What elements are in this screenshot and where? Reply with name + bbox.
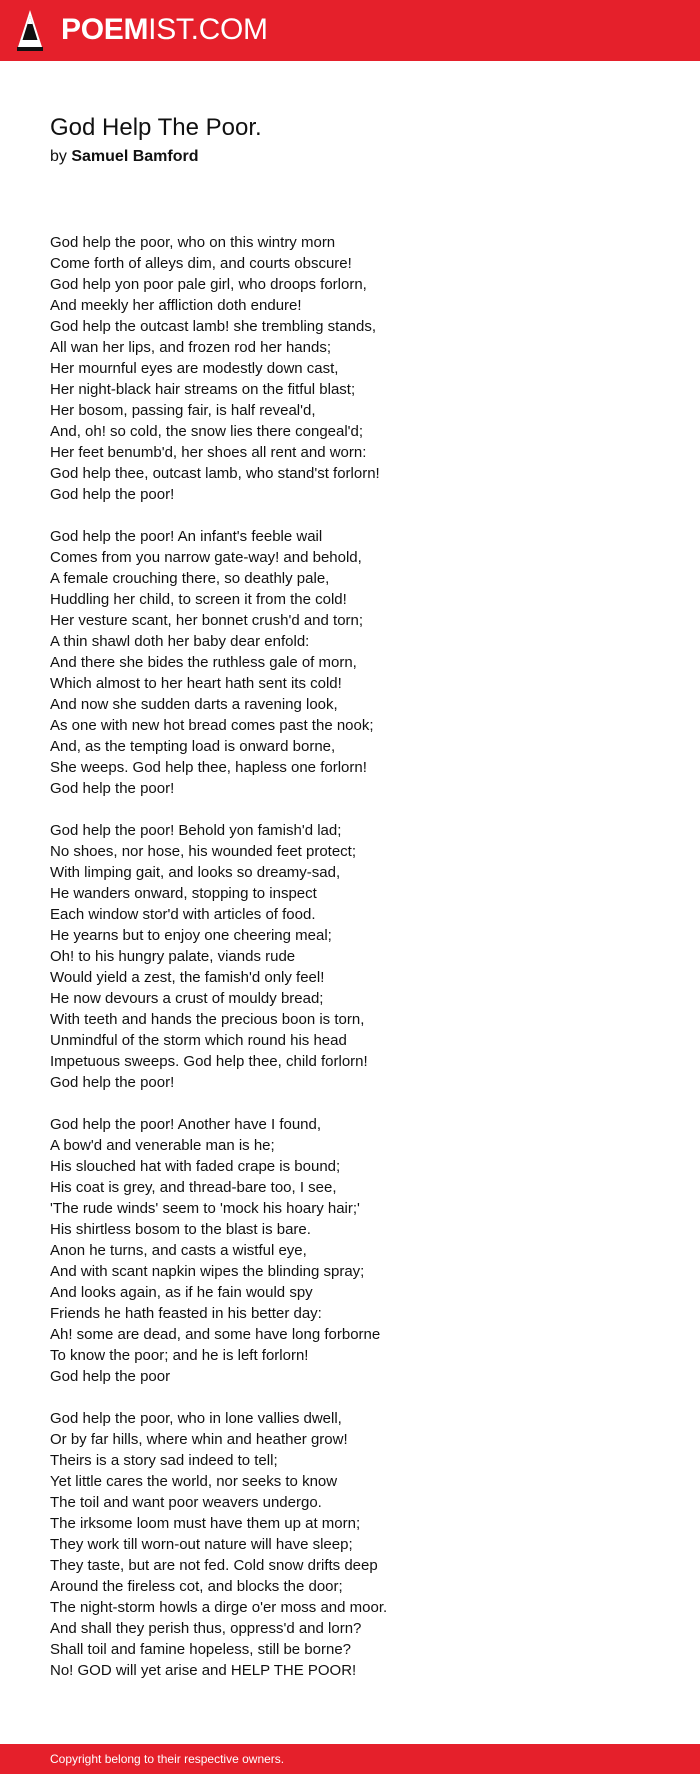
poem-line: God help the poor! Behold yon famish'd lad; <box>50 822 342 839</box>
poem-line: Or by far hills, where whin and heather grow! <box>50 1431 348 1448</box>
poem-line: All wan her lips, and frozen rod her hands; <box>50 339 331 356</box>
poem-stanza <box>50 232 650 505</box>
poem-line: With teeth and hands the precious boon is torn, <box>50 1011 365 1028</box>
poem-line: Impetuous sweeps. God help thee, child forlorn! <box>50 1053 368 1070</box>
poem-byline <box>50 146 650 168</box>
poem-line: God help the poor! <box>50 1074 175 1091</box>
poem-line: Anon he turns, and casts a wistful eye, <box>50 1242 307 1259</box>
poem-line: The toil and want poor weavers undergo. <box>50 1494 322 1511</box>
poem-line: And with scant napkin wipes the blinding spray; <box>50 1263 365 1280</box>
poem-line: With limping gait, and looks so dreamy-sad, <box>50 864 341 881</box>
poem-line: She weeps. God help thee, hapless one forlorn! <box>50 759 367 776</box>
poem-stanza <box>50 1114 650 1387</box>
poem-line: His coat is grey, and thread-bare too, I see, <box>50 1179 337 1196</box>
poem-line: Comes from you narrow gate-way! and behold, <box>50 549 362 566</box>
poem-line: God help the poor! <box>50 780 175 797</box>
poem-line: And there she bides the ruthless gale of morn, <box>50 654 357 671</box>
poem-line: And looks again, as if he fain would spy <box>50 1284 313 1301</box>
poem-line: God help the poor, who in lone vallies dwell, <box>50 1410 342 1427</box>
poem-line: A female crouching there, so deathly pale, <box>50 570 330 587</box>
logo-wordmark-light: IST.COM <box>148 13 268 46</box>
logo-wordmark <box>61 9 268 51</box>
poem-line: God help the poor! <box>50 486 175 503</box>
poem-line: His slouched hat with faded crape is bound; <box>50 1158 341 1175</box>
poem-line: Her mournful eyes are modestly down cast, <box>50 360 339 377</box>
poem-line: God help the poor! Another have I found, <box>50 1116 322 1133</box>
poem-line: His shirtless bosom to the blast is bare. <box>50 1221 311 1238</box>
poem-line: Shall toil and famine hopeless, still be borne? <box>50 1641 352 1658</box>
poem-line: Her vesture scant, her bonnet crush'd and torn; <box>50 612 364 629</box>
poem-line: God help the poor! An infant's feeble wail <box>50 528 323 545</box>
poem-line: He wanders onward, stopping to inspect <box>50 885 317 902</box>
poem-line: Each window stor'd with articles of food. <box>50 906 316 923</box>
poem-body <box>50 232 650 1681</box>
poem-line: Friends he hath feasted in his better day: <box>50 1305 322 1322</box>
poem-stanza <box>50 1408 650 1681</box>
site-logo[interactable] <box>17 9 268 51</box>
logo-wordmark-bold: POEM <box>61 13 149 46</box>
poem-line: Her night-black hair streams on the fitful blast; <box>50 381 356 398</box>
poem-stanza <box>50 526 650 799</box>
poem-line: And now she sudden darts a ravening look, <box>50 696 338 713</box>
poem-line: Ah! some are dead, and some have long forborne <box>50 1326 381 1343</box>
poem-line: 'The rude winds' seem to 'mock his hoary hair;' <box>50 1200 360 1217</box>
poem-line: Unmindful of the storm which round his head <box>50 1032 347 1049</box>
poem-line: They work till worn-out nature will have sleep; <box>50 1536 353 1553</box>
poem-line: God help the poor <box>50 1368 171 1385</box>
poem-line: The night-storm howls a dirge o'er moss and moor. <box>50 1599 388 1616</box>
by-label: by <box>50 148 67 165</box>
poem-line: And, oh! so cold, the snow lies there congeal'd; <box>50 423 364 440</box>
poem-line: Oh! to his hungry palate, viands rude <box>50 948 296 965</box>
poem-title: God Help The Poor. <box>50 114 262 141</box>
poem-line: The irksome loom must have them up at morn; <box>50 1515 361 1532</box>
copyright-text: Copyright belong to their respective owners. <box>50 1752 285 1766</box>
poem-line: As one with new hot bread comes past the nook; <box>50 717 374 734</box>
poem-content <box>50 112 650 1702</box>
poem-stanza <box>50 820 650 1093</box>
poem-line: Her bosom, passing fair, is half reveal'd, <box>50 402 316 419</box>
poem-line: God help yon poor pale girl, who droops forlorn, <box>50 276 367 293</box>
poem-line: Would yield a zest, the famish'd only feel! <box>50 969 325 986</box>
poem-line: A thin shawl doth her baby dear enfold: <box>50 633 310 650</box>
site-header <box>0 0 700 61</box>
poem-line: And, as the tempting load is onward borne, <box>50 738 336 755</box>
poem-line: No! GOD will yet arise and HELP THE POOR! <box>50 1662 357 1679</box>
poem-line: Come forth of alleys dim, and courts obscure! <box>50 255 352 272</box>
poem-line: He now devours a crust of mouldy bread; <box>50 990 324 1007</box>
poem-line: God help thee, outcast lamb, who stand'st forlorn! <box>50 465 380 482</box>
poem-line: God help the poor, who on this wintry morn <box>50 234 336 251</box>
poem-line: To know the poor; and he is left forlorn! <box>50 1347 309 1364</box>
poem-line: Her feet benumb'd, her shoes all rent and worn: <box>50 444 367 461</box>
poem-line: Huddling her child, to screen it from the cold! <box>50 591 347 608</box>
poem-line: Around the fireless cot, and blocks the door; <box>50 1578 343 1595</box>
poem-line: Yet little cares the world, nor seeks to know <box>50 1473 338 1490</box>
pencil-tip-icon <box>17 9 43 51</box>
poem-line: No shoes, nor hose, his wounded feet protect; <box>50 843 357 860</box>
poem-line: Which almost to her heart hath sent its cold! <box>50 675 342 692</box>
poem-line: And shall they perish thus, oppress'd and lorn? <box>50 1620 362 1637</box>
poem-line: They taste, but are not fed. Cold snow drifts deep <box>50 1557 378 1574</box>
poem-line: A bow'd and venerable man is he; <box>50 1137 275 1154</box>
poem-line: He yearns but to enjoy one cheering meal; <box>50 927 332 944</box>
site-footer <box>0 1744 700 1774</box>
poem-author: Samuel Bamford <box>71 148 199 165</box>
poem-line: Theirs is a story sad indeed to tell; <box>50 1452 278 1469</box>
poem-line: God help the outcast lamb! she trembling stands, <box>50 318 377 335</box>
poem-line: And meekly her affliction doth endure! <box>50 297 302 314</box>
